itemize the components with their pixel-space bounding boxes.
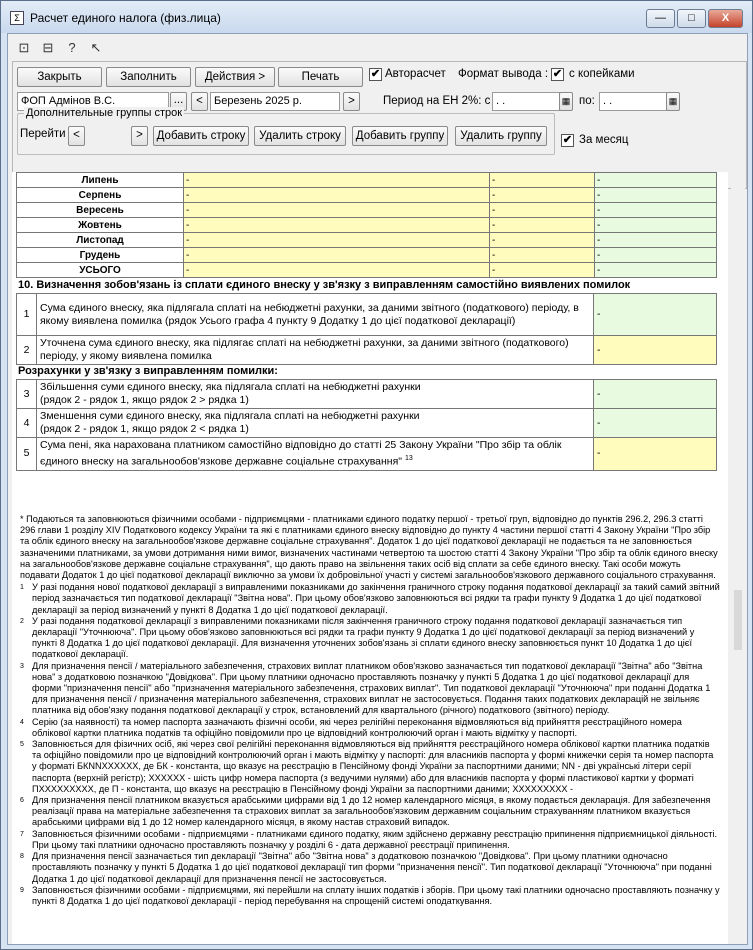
add-group-button[interactable]: Добавить группу (352, 126, 448, 146)
footnote-number: 2 (20, 617, 24, 625)
month-row (17, 233, 717, 248)
footnote-text: Для призначення пенсії / матеріального забезпечення, страхових виплат платником обов'язково зазначається тип податкової декларації "Звітна" або "Звітна нова" з додатковою позначкою "Довідкова". При цьому платники одночасно проставляють позначку у пункті 5 Додатка 1 до цієї податкової декларації для форми "призначення пенсії" або "призначення матеріального забезпечення, страхових виплат". Тип податкової декларації "Уточнююча" при поданні Додатка 1 для призначення пенсії / призначення матеріального забезпечення, страхових виплат не застосовується. Подання таких податкових декларацій не звільняє платника від обов'язку подання податкової декларації у строк, встановлений для квартального (річного) податкового (звітного) періоду. (32, 660, 711, 716)
row-description: Сума пені, яка нарахована платником самостійно відповідно до статті 25 Закону України "Про збір та облік єдиного внеску на загальнообов'язкове державне соціальне страхування" $^{13}$ (37, 438, 594, 471)
footnote-number: 4 (20, 718, 24, 726)
scrollbar-thumb[interactable] (734, 590, 742, 650)
footnote-number: 9 (20, 886, 24, 894)
to-label: по: (579, 95, 595, 107)
vertical-scrollbar[interactable] (731, 172, 745, 944)
row-description: Збільшення суми єдиного внеску, яка підлягала сплаті на небюджетні рахунки (рядок 2 - рядок 1, якщо рядок 2 > рядка 1) (37, 380, 594, 409)
month-cell[interactable]: - (595, 188, 717, 203)
month-cell[interactable]: - (184, 188, 490, 203)
footnote-text: Заповнюється фізичними особами - підприємцями - платниками єдиного податку, яким здійснено державну реєстрацію припинення підприємницької діяльності. При цьому такі платники одночасно проставляють позначку у розділі 6 - дата державної реєстрації припинення. (32, 828, 718, 850)
actions-button[interactable]: Действия > (195, 67, 275, 87)
row-value[interactable]: - (594, 438, 717, 471)
date-from-calendar-icon[interactable]: ▦ (559, 92, 573, 111)
month-cell[interactable]: - (490, 203, 595, 218)
period-next-button[interactable]: > (343, 92, 360, 111)
corrections-title: Розрахунки у зв'язку з виправленням помилки: (18, 365, 278, 377)
month-cell[interactable]: - (490, 233, 595, 248)
close-button[interactable]: X (708, 9, 743, 28)
goto-prev-button[interactable]: < (68, 126, 85, 146)
format-label: Формат вывода : (458, 68, 549, 80)
autocalc-label: Авторасчет (385, 68, 446, 80)
month-cell[interactable]: - (595, 263, 717, 278)
footnote-item (20, 851, 720, 885)
app-icon: Σ (10, 11, 24, 25)
month-cell[interactable]: - (184, 218, 490, 233)
footnote-item (20, 616, 720, 661)
declaration-sheet (12, 172, 728, 944)
month-cell[interactable]: - (595, 203, 717, 218)
month-row (17, 248, 717, 263)
company-field[interactable]: ФОП Адмінов В.С. (17, 92, 169, 111)
footnote-item (20, 829, 720, 851)
add-row-button[interactable]: Добавить строку (153, 126, 249, 146)
section-10-table (16, 293, 717, 365)
month-cell[interactable]: - (184, 173, 490, 188)
month-cell[interactable]: - (490, 263, 595, 278)
row-value[interactable]: - (594, 409, 717, 438)
table-row (17, 409, 717, 438)
kopecks-checkbox[interactable]: ✔ (552, 68, 563, 80)
footnote-item (20, 582, 720, 616)
footnote-text: Заповнюється для фізичних осіб, які через свої релігійні переконання відмовляються від прийняття реєстраційного номера облікової картки платника податків та офіційно повідомили про це відповідний контролюючий орган і мають відмітку у паспорті: для власників паспорта у формі книжечки серія та номер паспорта у форматі БКNNXXXXXX, де БК - константа, що вказує на реєстрацію в Пенсійному фонді України за паспортними даними; NN - дві українські літери серії паспорта (верхній регістр); XXXXXX - шість цифр номера паспорта (з ведучими нулями) або для власників паспорта у формі пластикової картки у форматі ПXXXXXXXXX, де П - константа, що вказує на реєстрацію в Пенсійному фонді України за паспортними даними; XXXXXXXXX - (32, 739, 714, 794)
row-description: Сума єдиного внеску, яка підлягала сплаті на небюджетні рахунки, за даними звітного (податкового) періоду, в якому виявлена помилка (рядок Усього графа 4 пункту 9 Додатку 1 до цієї податкової декларації) (37, 294, 594, 336)
month-cell[interactable]: - (595, 218, 717, 233)
footnote-text: У разі подання нової податкової декларації з виправленими показниками до закінчення граничного строку подання податкової декларації за такий самий звітний період зазначається тип податкової декларації "Звітна нова". При цьому обов'язково заповнюються всі рядки та графи пункту 9 Додатка 1 до цієї податкової декларації за період визначений у пункті 8 Додатка 1 до цієї податкової декларації. (32, 582, 720, 615)
footnote-item (20, 739, 720, 795)
footnote-item (20, 661, 720, 717)
month-cell[interactable]: - (490, 218, 595, 233)
goto-label: Перейти (20, 128, 66, 140)
save-folder-icon[interactable]: ⊟ (42, 40, 54, 55)
en-period-label: Период на ЕН 2%: с (383, 95, 491, 107)
months-table (16, 172, 717, 278)
month-row (17, 203, 717, 218)
month-name: Листопад (17, 233, 184, 248)
delete-row-button[interactable]: Удалить строку (254, 126, 346, 146)
minimize-button[interactable]: — (646, 9, 675, 28)
footnote-number: 6 (20, 797, 24, 805)
footnote-number: 8 (20, 853, 24, 861)
delete-group-button[interactable]: Удалить группу (455, 126, 547, 146)
month-cell[interactable]: - (184, 233, 490, 248)
pointer-help-icon[interactable]: ↖ (90, 40, 102, 55)
table-row (17, 336, 717, 365)
footnote-text: Для призначення пенсії зазначається тип декларації "Звітна" або "Звітна нова" з додатковою позначкою "Довідкова". При цьому платники одночасно проставляють позначку у пункті 5 Додатка 1 до цієї податкової декларації тип форми "призначення пенсії". Тип податкової декларації "Уточнююча" при поданні Додатка 1 до цієї податкової декларації для призначення пенсії не застосовується. (32, 851, 712, 884)
month-cell[interactable]: - (595, 233, 717, 248)
footnote-number: 7 (20, 830, 24, 838)
footnote-text: Серію (за наявності) та номер паспорта зазначають фізичні особи, які через релігійні переконання відмовляються від прийняття реєстраційного номера облікової картки платника податків та офіційно повідомили про це відповідний контролюючий орган і мають відмітку у паспорті. (32, 716, 682, 738)
footnote-item (20, 795, 720, 829)
row-value[interactable]: - (594, 380, 717, 409)
title-bar[interactable] (1, 1, 752, 33)
footnote-text: Заповнюється фізичними особами - підприємцями, які перейшли на сплату інших податків і зборів. При цьому такі платники одночасно проставляють позначку у пункті 8 Додатка 1 до цієї податкової декларації - період перебування на спрощеній системі оподаткування. (32, 884, 720, 906)
row-number: 4 (17, 409, 37, 438)
footnote-item (20, 717, 720, 739)
corrections-table (16, 379, 717, 471)
footnote-item (20, 885, 720, 907)
period-field[interactable]: Березень 2025 р. (210, 92, 340, 111)
month-name: УСЬОГО (17, 263, 184, 278)
date-to-calendar-icon[interactable]: ▦ (666, 92, 680, 111)
footnote-number: 1 (20, 584, 24, 592)
print-button[interactable]: Печать (278, 67, 363, 87)
row-value[interactable]: - (594, 336, 717, 365)
month-row (17, 218, 717, 233)
table-row (17, 380, 717, 409)
open-folder-icon[interactable]: ⊡ (18, 40, 30, 55)
month-cell[interactable]: - (490, 173, 595, 188)
table-row (17, 438, 717, 471)
row-description: Уточнена сума єдиного внеску, яка підлягає сплаті на небюджетні рахунки, за даними звітного (податкового) періоду, у якому виявлена помилка (37, 336, 594, 365)
row-description: Зменшення суми єдиного внеску, яка підлягала сплаті на небюджетні рахунки (рядок 2 - рядок 1, якщо рядок 2 < рядка 1) (37, 409, 594, 438)
close-form-button[interactable]: Закрыть (17, 67, 102, 87)
table-row (17, 294, 717, 336)
maximize-button[interactable]: □ (677, 9, 706, 28)
footnotes (20, 514, 720, 907)
month-cell[interactable]: - (184, 248, 490, 263)
month-cell[interactable]: - (595, 248, 717, 263)
row-number: 3 (17, 380, 37, 409)
month-name: Жовтень (17, 218, 184, 233)
section-10-title: 10. Визначення зобов'язань із сплати єдиного внеску у зв'язку з виправленням самостійно виявлених помилок (18, 279, 631, 291)
fill-button[interactable]: Заполнить (106, 67, 191, 87)
autocalc-checkbox[interactable]: ✔ (370, 68, 381, 80)
row-number: 2 (17, 336, 37, 365)
month-cell[interactable]: - (490, 248, 595, 263)
month-name: Серпень (17, 188, 184, 203)
footnote-number: 3 (20, 662, 24, 670)
date-to-field[interactable]: . . (599, 92, 667, 111)
footnote-text: Для призначення пенсії платником вказується арабськими цифрами від 1 до 12 номер календарного місяця, в якому подається декларація. Для забезпечення реалізації права на матеріальне забезпечення та страхових виплат за загальнообов'язковим державним соціальним страхуванням платником вказується арабськими цифрами від 1 до 12 номер календарного місяця, в якому настав страховий випадок. (32, 795, 711, 828)
extra-groups-box (17, 107, 555, 155)
month-row (17, 188, 717, 203)
month-name: Вересень (17, 203, 184, 218)
period-prev-button[interactable]: < (191, 92, 208, 111)
kopecks-label: с копейками (569, 68, 635, 80)
goto-next-button[interactable]: > (131, 126, 148, 146)
month-name: Липень (17, 173, 184, 188)
month-cell[interactable]: - (490, 188, 595, 203)
extra-groups-legend: Дополнительные группы строк (26, 107, 183, 119)
main-note: * Подаються та заповнюються фізичними особами - підприємцями - платниками єдиного податку першої - третьої груп, відповідно до пунктів 296.2, 296.3 статті 296 глави 1 розділу XIV Податкового кодексу України та які є платниками єдиного внеску відповідно до пункту 4 частини першої статті 4 Закону України "Про збір та облік єдиного внеску на загальнообов'язкове державне соціальне страхування". Додаток 1 до цієї податкової декларації не подається та не заповнюється зазначеними платниками, за умови дотримання ними вимог, визначених частинами четвертою та шостою статті 4 Закону України "Про збір та облік єдиного внеску на загальнообов'язкове державне соціальне страхування", що дають право на звільнення таких осіб від сплати за себе єдиного внеску. Такі особи можуть подавати Додаток 1 до цієї податкової декларації виключно за умови їх добровільної участі у системі загальнообов'язкового державного соціального страхування. (20, 514, 718, 581)
help-icon[interactable]: ? (68, 40, 76, 55)
footnote-text: У разі подання податкової декларації з виправленими показниками після закінчення граничного строку подання податкової декларації зазначається тип декларації "Уточнююча". При цьому обов'язково заповнюються всі рядки та графи пункту 9 Додатка 1 до цієї податкової декларації за період визначений у пункті 8 Додатка 1 до цієї податкової декларації. Для визначення уточнених зобов'язань зі сплати єдиного внеску заповнюється пункт 10 Додатка 1 до цієї податкової декларації. (32, 615, 695, 660)
row-number: 5 (17, 438, 37, 471)
company-picker-button[interactable]: ... (170, 92, 187, 111)
control-panel (12, 61, 747, 189)
month-row (17, 173, 717, 188)
month-cell[interactable]: - (184, 263, 490, 278)
row-value[interactable]: - (594, 294, 717, 336)
client-area (7, 33, 748, 945)
window-title: Расчет единого налога (физ.лица) (30, 11, 221, 25)
footnote-number: 5 (20, 741, 24, 749)
row-number: 1 (17, 294, 37, 336)
month-name: Грудень (17, 248, 184, 263)
month-cell[interactable]: - (184, 203, 490, 218)
monthly-label: За месяц (579, 134, 629, 146)
monthly-checkbox[interactable]: ✔ (562, 134, 573, 146)
month-cell[interactable]: - (595, 173, 717, 188)
month-row (17, 263, 717, 278)
date-from-field[interactable]: . . (492, 92, 560, 111)
